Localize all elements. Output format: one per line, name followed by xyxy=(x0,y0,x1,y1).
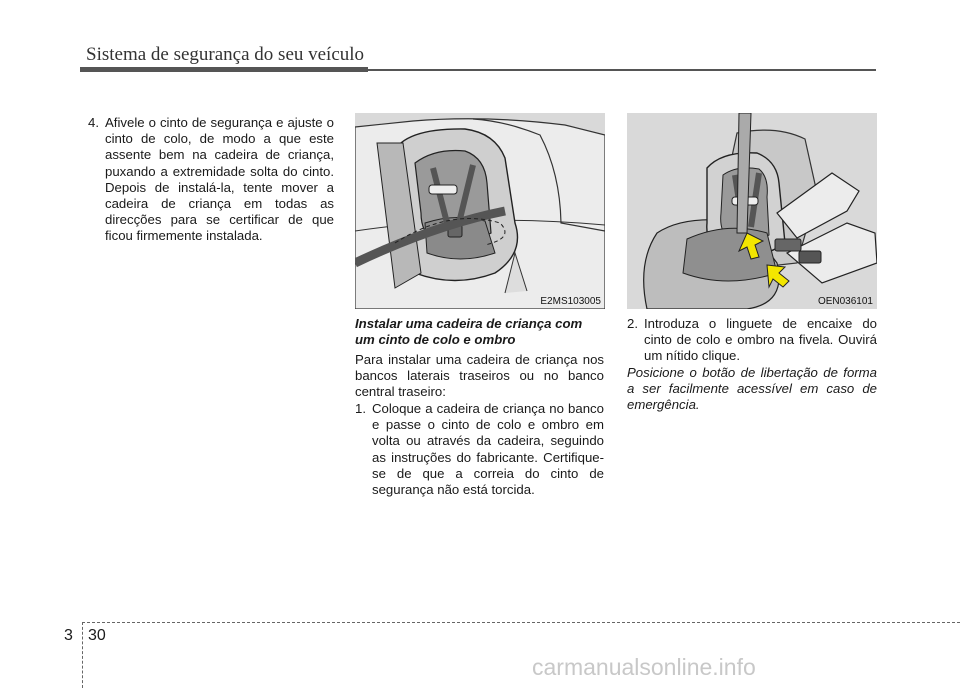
page-header-title: Sistema de segurança do seu veículo xyxy=(86,44,365,65)
left-column xyxy=(88,115,334,245)
step-2-number: 2. xyxy=(627,316,638,331)
page-number: 30 xyxy=(88,627,106,644)
step-2 xyxy=(627,316,877,365)
chapter-number: 3 xyxy=(64,627,73,644)
figure-caption: Instalar uma cadeira de criança com um cinto de colo e ombro xyxy=(355,316,583,347)
footer-rule xyxy=(82,622,960,623)
header-rule-thick xyxy=(80,67,368,72)
watermark: carmanualsonline.info xyxy=(532,654,756,680)
step-4-number: 4. xyxy=(88,115,99,130)
figure-child-seat-belt-routing xyxy=(355,113,605,309)
step-2-text: Introduza o linguete de encaixe do cinto de colo e ombro na fivela. Ouvirá um nítido clique. xyxy=(644,316,877,364)
step-4-text: Afivele o cinto de segurança e ajuste o cinto de colo, de modo a que este assente bem na cadeira de criança, puxando a extremidade solta do cinto. Depois de instalá-la, tente mover a cadeira de criança em todas as direcções para se certificar de que ficou firmemente instalada. xyxy=(105,115,334,244)
figure-buckle-insertion xyxy=(627,113,877,309)
buckle-illustration xyxy=(627,113,877,309)
footer-divider xyxy=(82,622,83,688)
figure-2-code: OEN036101 xyxy=(817,296,873,307)
middle-steps xyxy=(355,401,604,498)
step-1 xyxy=(355,401,604,498)
right-steps xyxy=(627,316,877,365)
header-rule-thin xyxy=(368,69,876,71)
step-1-text: Coloque a cadeira de criança no banco e passe o cinto de colo e ombro em volta ou através da cadeira, seguindo as instruções do fabricante. Certifique-se de que a correia do cinto de segurança não está torcida. xyxy=(372,401,604,498)
step-4 xyxy=(88,115,334,245)
step-1-number: 1. xyxy=(355,401,366,416)
child-seat-illustration xyxy=(355,113,605,309)
emergency-note: Posicione o botão de libertação de forma a ser facilmente acessível em caso de emergência. xyxy=(627,365,877,413)
intro-paragraph: Para instalar uma cadeira de criança nos bancos laterais traseiros ou no banco central traseiro: xyxy=(355,352,604,400)
figure-1-code: E2MS103005 xyxy=(540,296,601,307)
